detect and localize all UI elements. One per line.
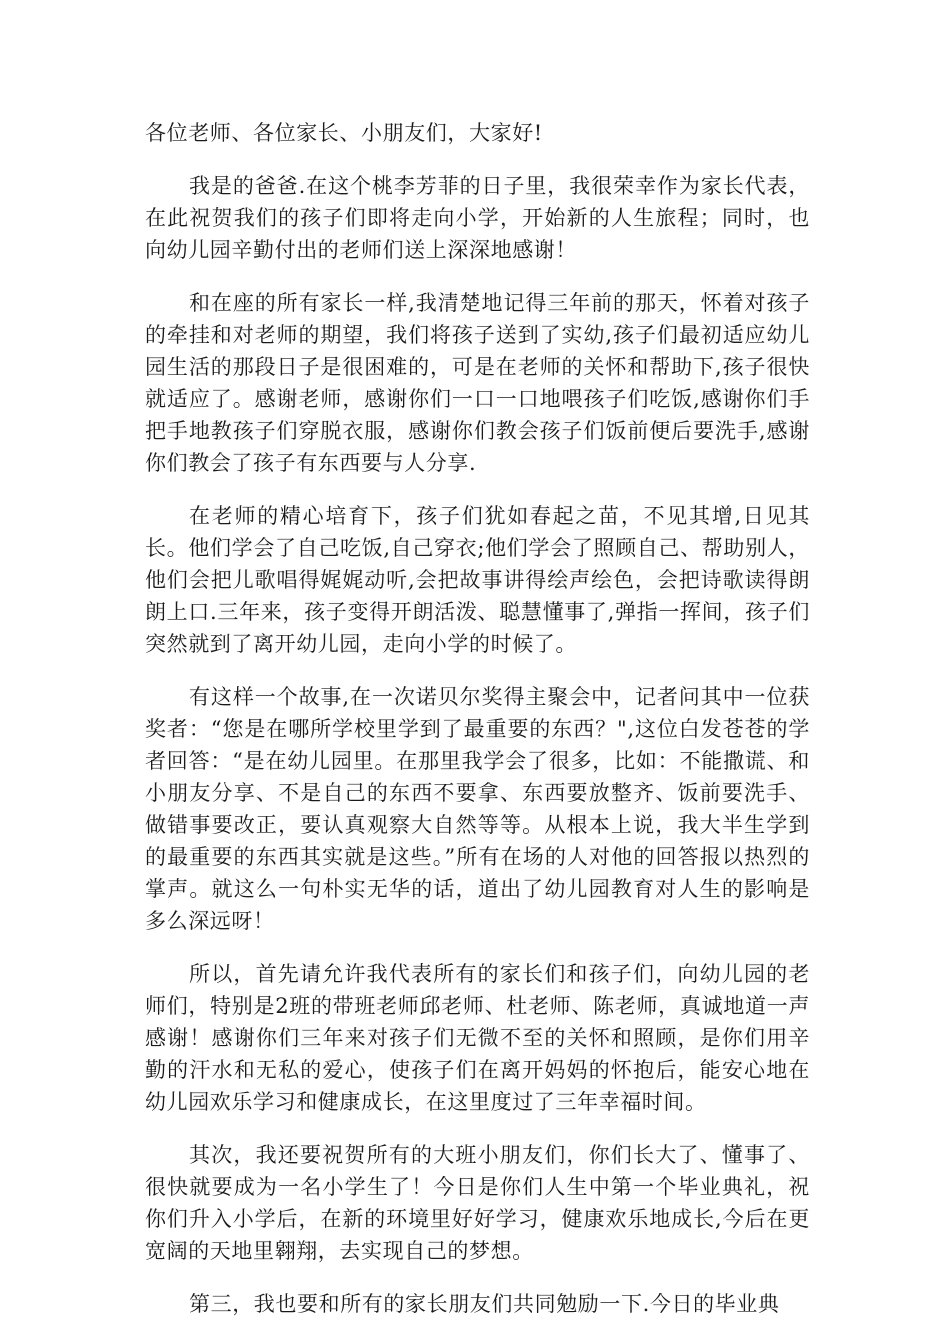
paragraph-congratulations: 其次，我还要祝贺所有的大班小朋友们，你们长大了、懂事了、很快就要成为一名小学生了！今日是你们人生中第一个毕业典礼，祝你们升入小学后，在新的环境里好好学习，健康欢乐地成长,今后在更宽阔的天地里翱翔，去实现自己的梦想。 [145,1143,810,1263]
paragraph-thanks: 所以，首先请允许我代表所有的家长们和孩子们，向幼儿园的老师们，特别是2班的带班老师邱老师、杜老师、陈老师，真诚地道一声感谢！感谢你们三年来对孩子们无微不至的关怀和照顾，是你们用辛勤的汗水和无私的爱心，使孩子们在离开妈妈的怀抱后，能安心地在幼儿园欢乐学习和健康成长，在这里度过了三年幸福时间。 [145,962,810,1114]
greeting-line: 各位老师、各位家长、小朋友们，大家好! [145,121,543,145]
paragraph-intro: 我是的爸爸.在这个桃李芳菲的日子里，我很荣幸作为家长代表，在此祝贺我们的孩子们即将走向小学，开始新的人生旅程；同时，也向幼儿园辛勤付出的老师们送上深深地感谢！ [145,174,810,262]
speech-body [145,117,810,1341]
paragraph-growth: 在老师的精心培育下，孩子们犹如春起之苗，不见其增,日见其长。他们学会了自己吃饭,自己穿衣;他们学会了照顾自己、帮助别人，他们会把儿歌唱得娓娓动听,会把故事讲得绘声绘色，会把诗歌读得朗朗上口.三年来，孩子变得开朗活泼、聪慧懂事了,弹指一挥间，孩子们突然就到了离开幼儿园，走向小学的时候了。 [145,504,810,656]
paragraph-memories: 和在座的所有家长一样,我清楚地记得三年前的那天，怀着对孩子的牵挂和对老师的期望，我们将孩子送到了实幼,孩子们最初适应幼儿园生活的那段日子是很困难的，可是在老师的关怀和帮助下,孩子很快就适应了。感谢老师，感谢你们一口一口地喂孩子们吃饭,感谢你们手把手地教孩子们穿脱衣服，感谢你们教会孩子们饭前便后要洗手,感谢你们教会了孩子有东西要与人分享. [145,291,810,475]
paragraph-encouragement: 第三，我也要和所有的家长朋友们共同勉励一下.今日的毕业典 [189,1292,780,1316]
paragraph-story: 有这样一个故事,在一次诺贝尔奖得主聚会中，记者问其中一位获奖者：“您是在哪所学校里学到了最重要的东西？",这位白发苍苍的学者回答：“是在幼儿园里。在那里我学会了很多，比如：不能撒谎、和小朋友分享、不是自己的东西不要拿、东西要放整齐、饭前要洗手、做错事要改正，要认真观察大自然等等。从根本上说，我大半生学到的最重要的东西其实就是这些。”所有在场的人对他的回答报以热烈的掌声。就这么一句朴实无华的话，道出了幼儿园教育对人生的影响是多么深远呀！ [145,685,810,933]
